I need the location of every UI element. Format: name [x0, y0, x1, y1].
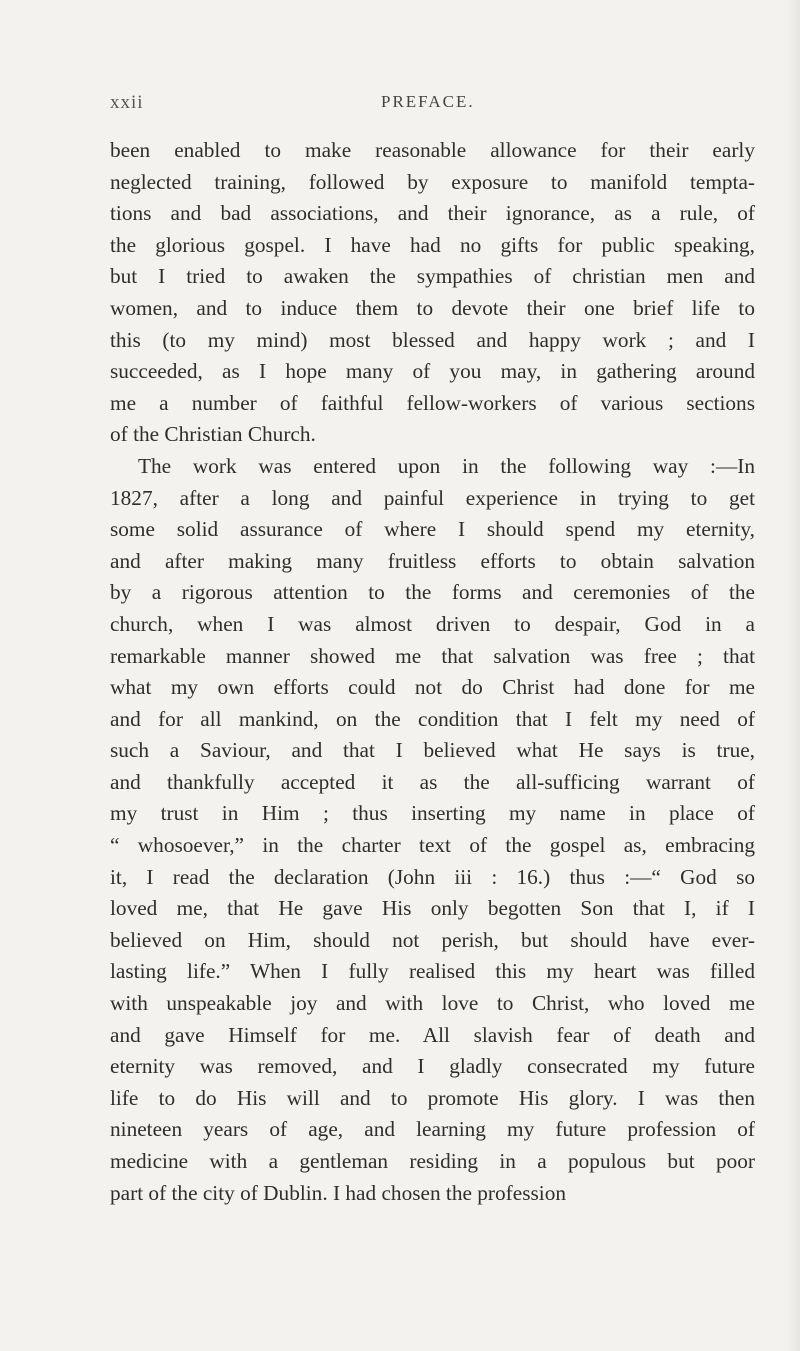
text-line: part of the city of Dublin. I had chosen the profession [110, 1180, 566, 1205]
text-line: believed on Him, should not perish, but should have ever- [110, 927, 755, 952]
text-line: and after making many fruitless efforts to obtain salvation [110, 548, 755, 573]
page-edge-shadow [786, 0, 800, 1351]
text-line: and gave Himself for me. All slavish fear of death and [110, 1022, 755, 1047]
text-line: this (to my mind) most blessed and happy work ; and I [110, 327, 755, 352]
text-line: “ whosoever,” in the charter text of the gospel as, embracing [110, 833, 755, 858]
text-line: eternity was removed, and I gladly consecrated my future [110, 1054, 755, 1079]
text-line: been enabled to make reasonable allowance for their early [110, 138, 755, 162]
text-line: loved me, that He gave His only begotten Son that I, if I [110, 896, 755, 921]
text-line: me a number of faithful fellow-workers of various sections [110, 390, 755, 415]
text-line: 1827, after a long and painful experience in trying to get [110, 485, 755, 510]
text-line: but I tried to awaken the sympathies of christian men and [110, 264, 755, 289]
text-line: nineteen years of age, and learning my future profession of [110, 1117, 755, 1142]
text-line: The work was entered upon in the following way :—In [138, 453, 755, 478]
text-line: and for all mankind, on the condition that I felt my need of [110, 706, 755, 731]
text-line: life to do His will and to promote His glory. I was then [110, 1085, 755, 1110]
text-line: church, when I was almost driven to despair, God in a [110, 611, 755, 636]
text-line: remarkable manner showed me that salvation was free ; that [110, 643, 755, 668]
text-line: my trust in Him ; thus inserting my name in place of [110, 801, 755, 826]
text-line: medicine with a gentleman residing in a populous but poor [110, 1149, 755, 1173]
text-line: what my own efforts could not do Christ had done for me [110, 675, 755, 700]
text-line: tions and bad associations, and their ignorance, as a rule, of [110, 201, 755, 226]
running-head: PREFACE. [381, 92, 475, 111]
text-line: the glorious gospel. I have had no gifts for public speaking, [110, 232, 755, 257]
text-line: and thankfully accepted it as the all-sufficing warrant of [110, 769, 755, 794]
text-line: women, and to induce them to devote their one brief life to [110, 295, 755, 320]
text-line: some solid assurance of where I should spend my eternity, [110, 517, 755, 542]
text-line: with unspeakable joy and with love to Christ, who loved me [110, 991, 755, 1016]
text-line: neglected training, followed by exposure to manifold tempta- [110, 169, 755, 194]
paragraph [110, 451, 755, 1209]
text-line: succeeded, as I hope many of you may, in gathering around [110, 359, 755, 384]
page-number: xxii [110, 92, 144, 113]
paragraph [110, 135, 755, 451]
page-header [0, 92, 800, 122]
text-line: such a Saviour, and that I believed what He says is true, [110, 738, 755, 763]
body-text [110, 135, 755, 1209]
text-line: of the Christian Church. [110, 422, 316, 447]
text-line: lasting life.” When I fully realised this my heart was filled [110, 959, 755, 984]
text-line: it, I read the declaration (John iii : 16.) thus :—“ God so [110, 864, 755, 889]
text-line: by a rigorous attention to the forms and ceremonies of the [110, 580, 755, 605]
